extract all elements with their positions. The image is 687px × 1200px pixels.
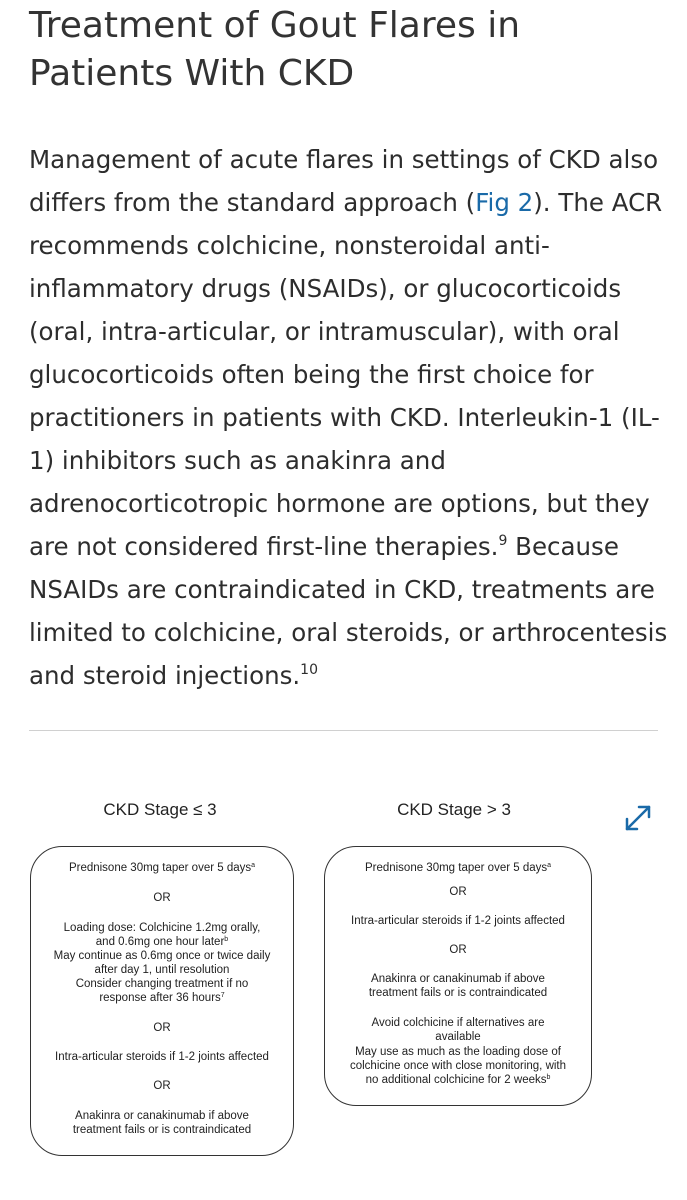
or-separator: OR: [449, 886, 467, 898]
treatment-text: colchicine once with close monitoring, with: [349, 1060, 567, 1072]
left-column-heading: CKD Stage ≤ 3: [103, 800, 217, 819]
para-line: limited to colchicine, oral steroids, or arthrocentesis: [29, 618, 668, 647]
treatment-text: May use as much as the loading dose of: [355, 1046, 561, 1058]
footnote-marker: a: [547, 862, 552, 869]
reference-9[interactable]: 9: [498, 533, 508, 549]
treatment-text: Anakinra or canakinumab if above: [75, 1110, 249, 1122]
treatment-text: no additional colchicine for 2 weeks$^b$: [365, 1074, 551, 1086]
treatment-text: and 0.6mg one hour later$^b$: [95, 936, 229, 948]
para-text: Because: [507, 532, 619, 561]
or-separator: OR: [153, 1080, 171, 1092]
treatment-text: Loading dose: Colchicine 1.2mg orally,: [63, 922, 261, 934]
or-separator: OR: [449, 944, 467, 956]
section-divider: [29, 730, 658, 731]
para-line: practitioners in patients with CKD. Interleukin-1 (IL-: [29, 403, 660, 432]
para-line: inflammatory drugs (NSAIDs), or glucocorticoids: [29, 274, 622, 303]
para-line: [29, 654, 669, 697]
fig-2-link[interactable]: Fig 2: [475, 188, 534, 217]
treatment-text: available: [435, 1031, 481, 1043]
treatment-text: Intra-articular steroids if 1-2 joints affected: [351, 915, 565, 927]
treatment-text: Avoid colchicine if alternatives are: [371, 1017, 545, 1029]
treatment-text: after day 1, until resolution: [94, 964, 230, 976]
title-line-2: Patients With CKD: [29, 53, 355, 94]
or-separator: OR: [153, 892, 171, 904]
or-separator: OR: [153, 1022, 171, 1034]
para-line: glucocorticoids often being the first choice for: [29, 360, 594, 389]
treatment-text: Consider changing treatment if no: [75, 978, 249, 990]
treatment-text: Prednisone 30mg taper over 5 days$^a$: [68, 862, 256, 874]
treatment-text: treatment fails or is contraindicated: [72, 1124, 252, 1136]
treatment-text: Anakinra or canakinumab if above: [371, 973, 545, 985]
expand-arrows-icon[interactable]: [622, 802, 654, 834]
para-line: 1) inhibitors such as anakinra and: [29, 446, 446, 475]
treatment-text: treatment fails or is contraindicated: [368, 987, 548, 999]
para-text: and steroid injections.: [29, 661, 301, 690]
right-treatment-box: [324, 846, 592, 1106]
treatment-text: response after 36 hours$^7$: [99, 992, 225, 1004]
para-text: are not considered first-line therapies.: [29, 532, 499, 561]
para-line: Management of acute flares in settings of CKD also: [29, 145, 659, 174]
article-title: [29, 2, 669, 98]
treatment-text: May continue as 0.6mg once or twice daily: [53, 950, 271, 962]
para-line: recommends colchicine, nonsteroidal anti-: [29, 231, 550, 260]
title-line-1: Treatment of Gout Flares in: [29, 5, 521, 46]
para-line: (oral, intra-articular, or intramuscular), with oral: [29, 317, 620, 346]
footnote-marker: b: [224, 936, 229, 943]
left-treatment-box: [30, 846, 294, 1156]
right-column-heading: CKD Stage > 3: [397, 800, 511, 819]
para-line: NSAIDs are contraindicated in CKD, treatments are: [29, 575, 655, 604]
body-paragraph: [29, 138, 669, 697]
figure-2: [0, 790, 687, 1200]
treatment-text: Intra-articular steroids if 1-2 joints affected: [55, 1051, 269, 1063]
footnote-marker: b: [546, 1074, 551, 1081]
para-line: adrenocorticotropic hormone are options, but they: [29, 489, 650, 518]
footnote-marker: a: [251, 862, 256, 869]
para-line: [29, 525, 669, 568]
para-line: [29, 181, 669, 224]
treatment-text: Prednisone 30mg taper over 5 days$^a$: [364, 862, 552, 874]
reference-10[interactable]: 10: [300, 662, 318, 678]
para-text: ). The ACR: [533, 188, 663, 217]
para-text: differs from the standard approach (: [29, 188, 476, 217]
footnote-marker: 7: [220, 992, 225, 999]
